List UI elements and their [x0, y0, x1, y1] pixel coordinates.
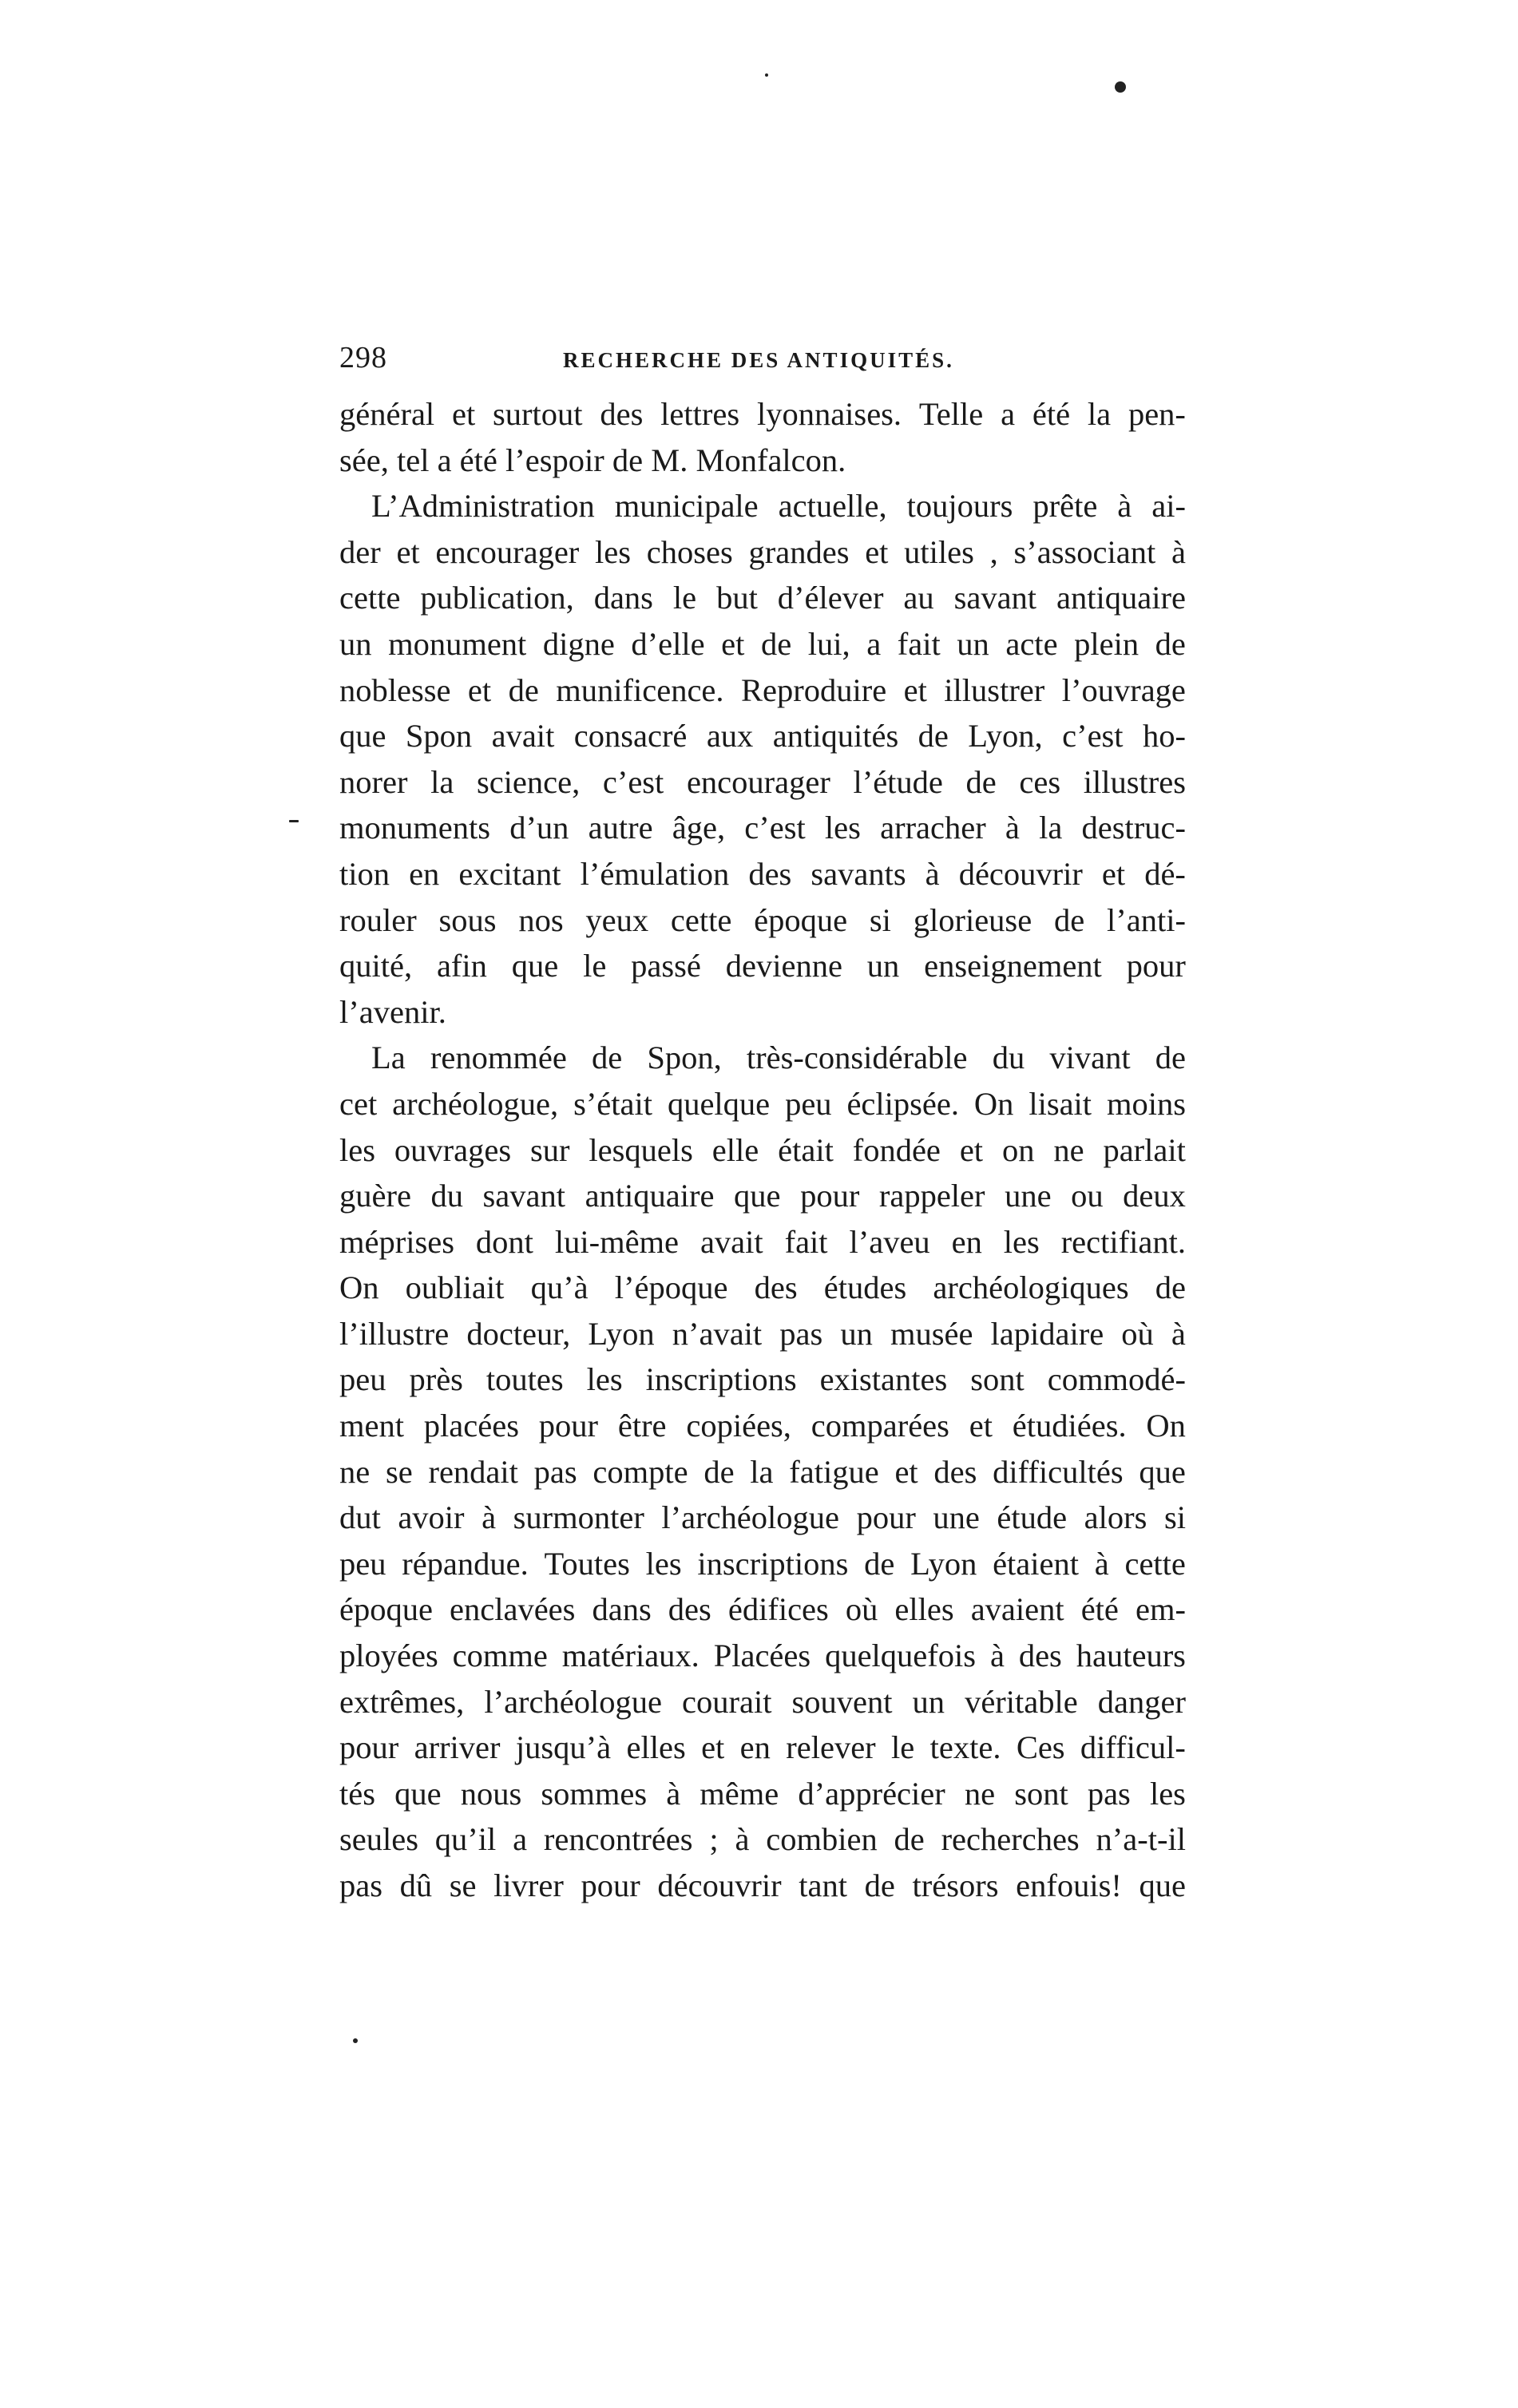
text-line: cet archéologue, s’était quelque peu éclipsée. On lisait moins	[339, 1085, 1186, 1122]
text-line: extrêmes, l’archéologue courait souvent un véritable danger	[339, 1683, 1186, 1720]
text-line: guère du savant antiquaire que pour rappeler une ou deux	[339, 1178, 1186, 1214]
text-line: peu répandue. Toutes les inscriptions de Lyon étaient à cette	[339, 1545, 1186, 1582]
text-line: der et encourager les choses grandes et utiles , s’associant à	[339, 533, 1186, 570]
running-head	[339, 340, 1162, 380]
page-number: 298	[339, 341, 387, 374]
text-line: L’Administration municipale actuelle, toujours prête à ai-	[371, 488, 1186, 525]
text-line: un monument digne d’elle et de lui, a fait un acte plein de	[339, 625, 1186, 662]
text-line: les ouvrages sur lesquels elle était fondée et on ne parlait	[339, 1131, 1186, 1168]
scan-speck	[1115, 81, 1126, 93]
running-title: RECHERCHE DES ANTIQUITÉS.	[563, 348, 954, 372]
text-line: l’illustre docteur, Lyon n’avait pas un musée lapidaire où à	[339, 1315, 1186, 1352]
text-line: cette publication, dans le but d’élever au savant antiquaire	[339, 580, 1186, 616]
text-line: ne se rendait pas compte de la fatigue et des difficultés que	[339, 1453, 1186, 1490]
text-line: tés que nous sommes à même d’apprécier ne sont pas les	[339, 1775, 1186, 1812]
body-text	[339, 391, 1186, 1909]
text-line: ployées comme matériaux. Placées quelquefois à des hauteurs	[339, 1638, 1186, 1674]
text-line: dut avoir à surmonter l’archéologue pour une étude alors si	[339, 1499, 1186, 1536]
text-line: peu près toutes les inscriptions existantes sont commodé-	[339, 1361, 1186, 1398]
text-line: norer la science, c’est encourager l’étude de ces illustres	[339, 763, 1186, 800]
scan-speck	[289, 820, 299, 822]
text-line: l’avenir.	[339, 993, 446, 1030]
text-line: La renommée de Spon, très-considérable du vivant de	[371, 1040, 1186, 1076]
text-line: méprises dont lui-même avait fait l’aveu en les rectifiant.	[339, 1223, 1186, 1260]
text-line: On oubliait qu’à l’époque des études archéologiques de	[339, 1269, 1186, 1306]
text-line: rouler sous nos yeux cette époque si glorieuse de l’anti-	[339, 901, 1186, 938]
text-line: pas dû se livrer pour découvrir tant de trésors enfouis! que	[339, 1867, 1186, 1903]
text-line: époque enclavées dans des édifices où elles avaient été em-	[339, 1591, 1186, 1628]
text-line: pour arriver jusqu’à elles et en relever le texte. Ces difficul-	[339, 1729, 1186, 1766]
text-line: ment placées pour être copiées, comparées et étudiées. On	[339, 1408, 1186, 1444]
text-line: tion en excitant l’émulation des savants à découvrir et dé-	[339, 855, 1186, 892]
text-line: que Spon avait consacré aux antiquités de Lyon, c’est ho-	[339, 718, 1186, 754]
text-line: quité, afin que le passé devienne un enseignement pour	[339, 948, 1186, 984]
text-line: seules qu’il a rencontrées ; à combien de recherches n’a-t-il	[339, 1821, 1186, 1858]
scan-speck	[765, 73, 768, 77]
scan-speck	[353, 2038, 358, 2043]
text-line: sée, tel a été l’espoir de M. Monfalcon.	[339, 442, 846, 478]
text-line: monuments d’un autre âge, c’est les arracher à la destruc-	[339, 810, 1186, 846]
text-line: noblesse et de munificence. Reproduire et illustrer l’ouvrage	[339, 671, 1186, 708]
text-line: général et surtout des lettres lyonnaises. Telle a été la pen-	[339, 396, 1186, 432]
